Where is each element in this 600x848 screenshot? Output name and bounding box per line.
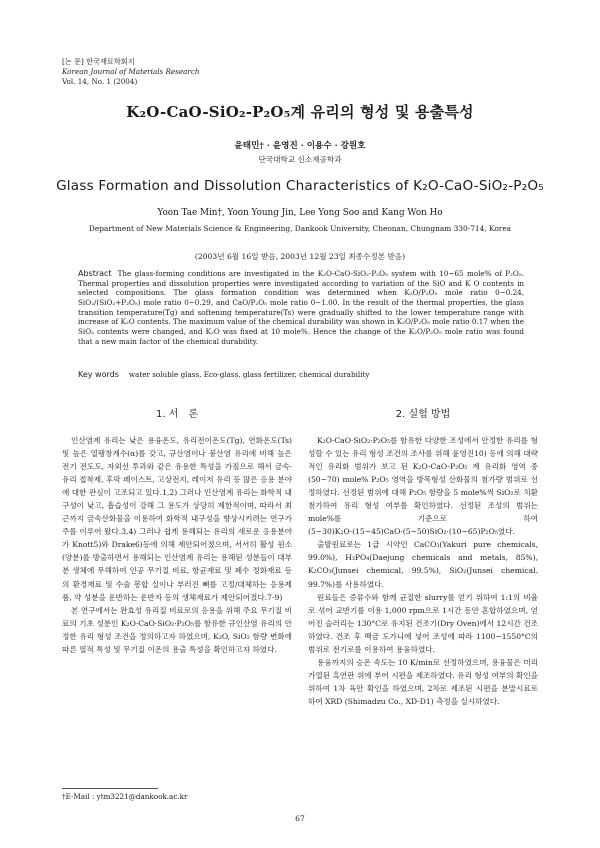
footnote-divider bbox=[62, 788, 158, 789]
keywords-text: water soluble glass, Eco-glass, glass fertilizer, chemical durability bbox=[128, 370, 370, 379]
authors-ko: 윤태민† · 윤영진 · 이용수 · 강원호 bbox=[234, 141, 366, 151]
paper-title-ko: K₂O-CaO-SiO₂-P₂O₅계 유리의 형성 및 용출특성 bbox=[126, 103, 474, 121]
section-heading-methods: 2. 실험 방법 bbox=[395, 409, 451, 420]
abstract-text: The glass-forming conditions are investigated in the K₂O-CaO-SiO₂-P₂O₅ system with 10~65 mole% of P₂O₅. Thermal properties and dissolution properties were investigated according to variation of the SiO and K O contents in selected compositions. The glass formation condition was determined when K₂O/P₂O₅ mole ratio 0~0.24, SiO₂/(SiO₂+P₂O₅) mole ratio 0~0.29, and CaO/P₂O₅ mole ratio 0~1.00. In the result of the thermal properties, the glass transition temperature(Tg) and softening temperature(Ts) were gradually shifted to the lower temperature range with increase of K₂O contents. The maximum value of the chemical durability was shown in K₂O/P₂O₅ mole ratio 0.17 when the SiO₂ contents were changed, and K₂O was fixed at 10 mole%. Hence the change of the K₂O/P₂O₅ mole ratio was found that a new main factor of the chemical durability. bbox=[78, 269, 524, 346]
footnote-email: †E-Mail : ytm3221@dankook.ac.kr bbox=[62, 792, 188, 801]
paragraph: K₂O·CaO·SiO₂·P₂O₅를 함유한 다양한 조성에서 안정한 유리를 형성할 수 있는 유리 형성 조건의 조사를 위해 윤영진10) 등에 의해 대략적인 유리화 범위가 보고 된 K₂O-CaO-P₂O₅ 계 유리화 영역 중 (50~70) mole% P₂O₅ 영역을 방목형성 산화물의 첨가량 범위로 선정하였다. 선정된 범위에 대해 P₂O₅ 함량을 5 mole%씩 SiO₂로 치환 첨가하여 유리 형성 여부를 확인하였다. 선정된 조성의 범위는 mole%를 기준으로 하여 (5~30)K₂O·(15~45)CaO·(5~50)SiO₂·(10~65)P₂O₅였다. bbox=[308, 436, 538, 537]
journal-name-ko: [논 문] 한국재료학회지 bbox=[62, 57, 135, 66]
paper-title-en: Glass Formation and Dissolution Characteristics of K₂O-CaO-SiO₂-P₂O₅ bbox=[56, 178, 544, 194]
abstract bbox=[78, 269, 524, 346]
page-number: 67 bbox=[295, 814, 305, 823]
journal-header bbox=[62, 57, 200, 86]
paragraph: 원료들은 증류수와 함께 균질한 slurry를 얻기 위하여 1:1의 비율로 섞어 교반기를 이용 1,000 rpm으로 1시간 동안 혼합하였으며, 얻어진 슬러리는 130°C로 유지된 건조기(Dry Oven)에서 12시간 건조하였다. 건조 후 백금 도가니에 넣어 조성에 따라 1100~1550°C의 범위로 전기로를 이용하여 용융하였다. bbox=[308, 592, 538, 654]
received-date: (2003년 6월 16일 받음, 2003년 12월 23일 최종수정본 받음) bbox=[194, 252, 406, 261]
affiliation-ko: 단국대학교 신소재공학과 bbox=[258, 155, 342, 164]
paragraph: 출발원료로는 1급 시약인 CaCO₃(Yakuri pure chemicals, 99.0%), H₃PO₄(Daejung chemicals and metals, 85%), K₂CO₃(Junsei chemical, 99.5%), SiO₂(Junsei chemical. 99.7%)를 사용하였다. bbox=[308, 540, 538, 589]
paragraph: 인산염계 유리는 낮은 용융온도, 유리전이온도(Tg), 연화온도(Ts) 및 높은 열팽창계수(α)를 갖고, 규산염이나 붕산염 유리에 비해 높은 전기 전도도, 자외선 투과와 같은 유용한 특성을 가짐으로 해서 금속-유리 접착제, 후막 페이스트, 고상전지, 레이저 유리 등 많은 응용 분야에 대한 관심이 고조되고 있다.1,2) 그러나 인산염계 유리는 화학적 내구성이 낮고, 흡습성이 강해 그 용도가 상당히 제한적이며, 따라서 최근까지 금속산화물을 이용하여 화학적 내구성을 향상시키려는 연구가 주를 이루어 왔다.3,4) 그러나 쉽게 용해되는 유리의 새로운 응용분야가 Knott5)와 Drake6)등에 의해 제안되어졌으며, 서서히 활성 원소(양분)를 방출하면서 용해되는 인산염계 유리는 용해된 성분들이 대부분 생체에 무해하여 인공 무기질 비료, 항균재료 및 폐수 정화재료 등의 환경재료 및 수술 봉합 실이나 부러진 뼈를 고정/대체하는 응용제품, 약 성분을 운반하는 운반자 등의 생체재료가 제안되어졌다.7-9) bbox=[62, 436, 292, 602]
keywords-label: Key words bbox=[78, 370, 119, 379]
section-heading-introduction: 1. 서 론 bbox=[155, 409, 199, 420]
abstract-label: Abstract bbox=[78, 269, 112, 278]
right-column bbox=[308, 434, 538, 708]
left-column bbox=[62, 434, 292, 656]
paragraph: 본 연구에서는 완효성 유리질 비료로의 응용을 위해 주요 무기질 비료의 기초 성분인 K₂O·CaO·SiO₂·P₂O₅를 함유한 규인산염 유리의 안정한 유리 형성 조건을 정의하고자 하였으며, K₂O, SiO₂ 함량 변화에 따른 열적 특성 및 무기질 이온의 용출 특성을 확인하고자 하였다. bbox=[62, 605, 292, 654]
paragraph: 용융까지의 승온 속도는 10 K/min로 선정하였으며, 용융물은 미리 가열된 흑연판 위에 부어 시편을 제조하였다. 유리 형성 여부의 확인을 위하여 1차 육안 확인을 하였으며, 2차로 제조된 시편을 분말시료로 하여 XRD (Shimadzu Co., XD-D1) 측정을 실시하였다. bbox=[308, 657, 538, 706]
authors-en: Yoon Tae Min†, Yoon Young Jin, Lee Yong Soo and Kang Won Ho bbox=[157, 208, 443, 218]
keywords bbox=[78, 370, 524, 379]
journal-volume: Vol. 14, No. 1 (2004) bbox=[62, 76, 138, 86]
journal-name-en: Korean Journal of Materials Research bbox=[62, 66, 200, 76]
affiliation-en: Department of New Materials Science & Engineering, Dankook University, Cheonan, Chungnam 330-714, Korea bbox=[88, 224, 512, 233]
